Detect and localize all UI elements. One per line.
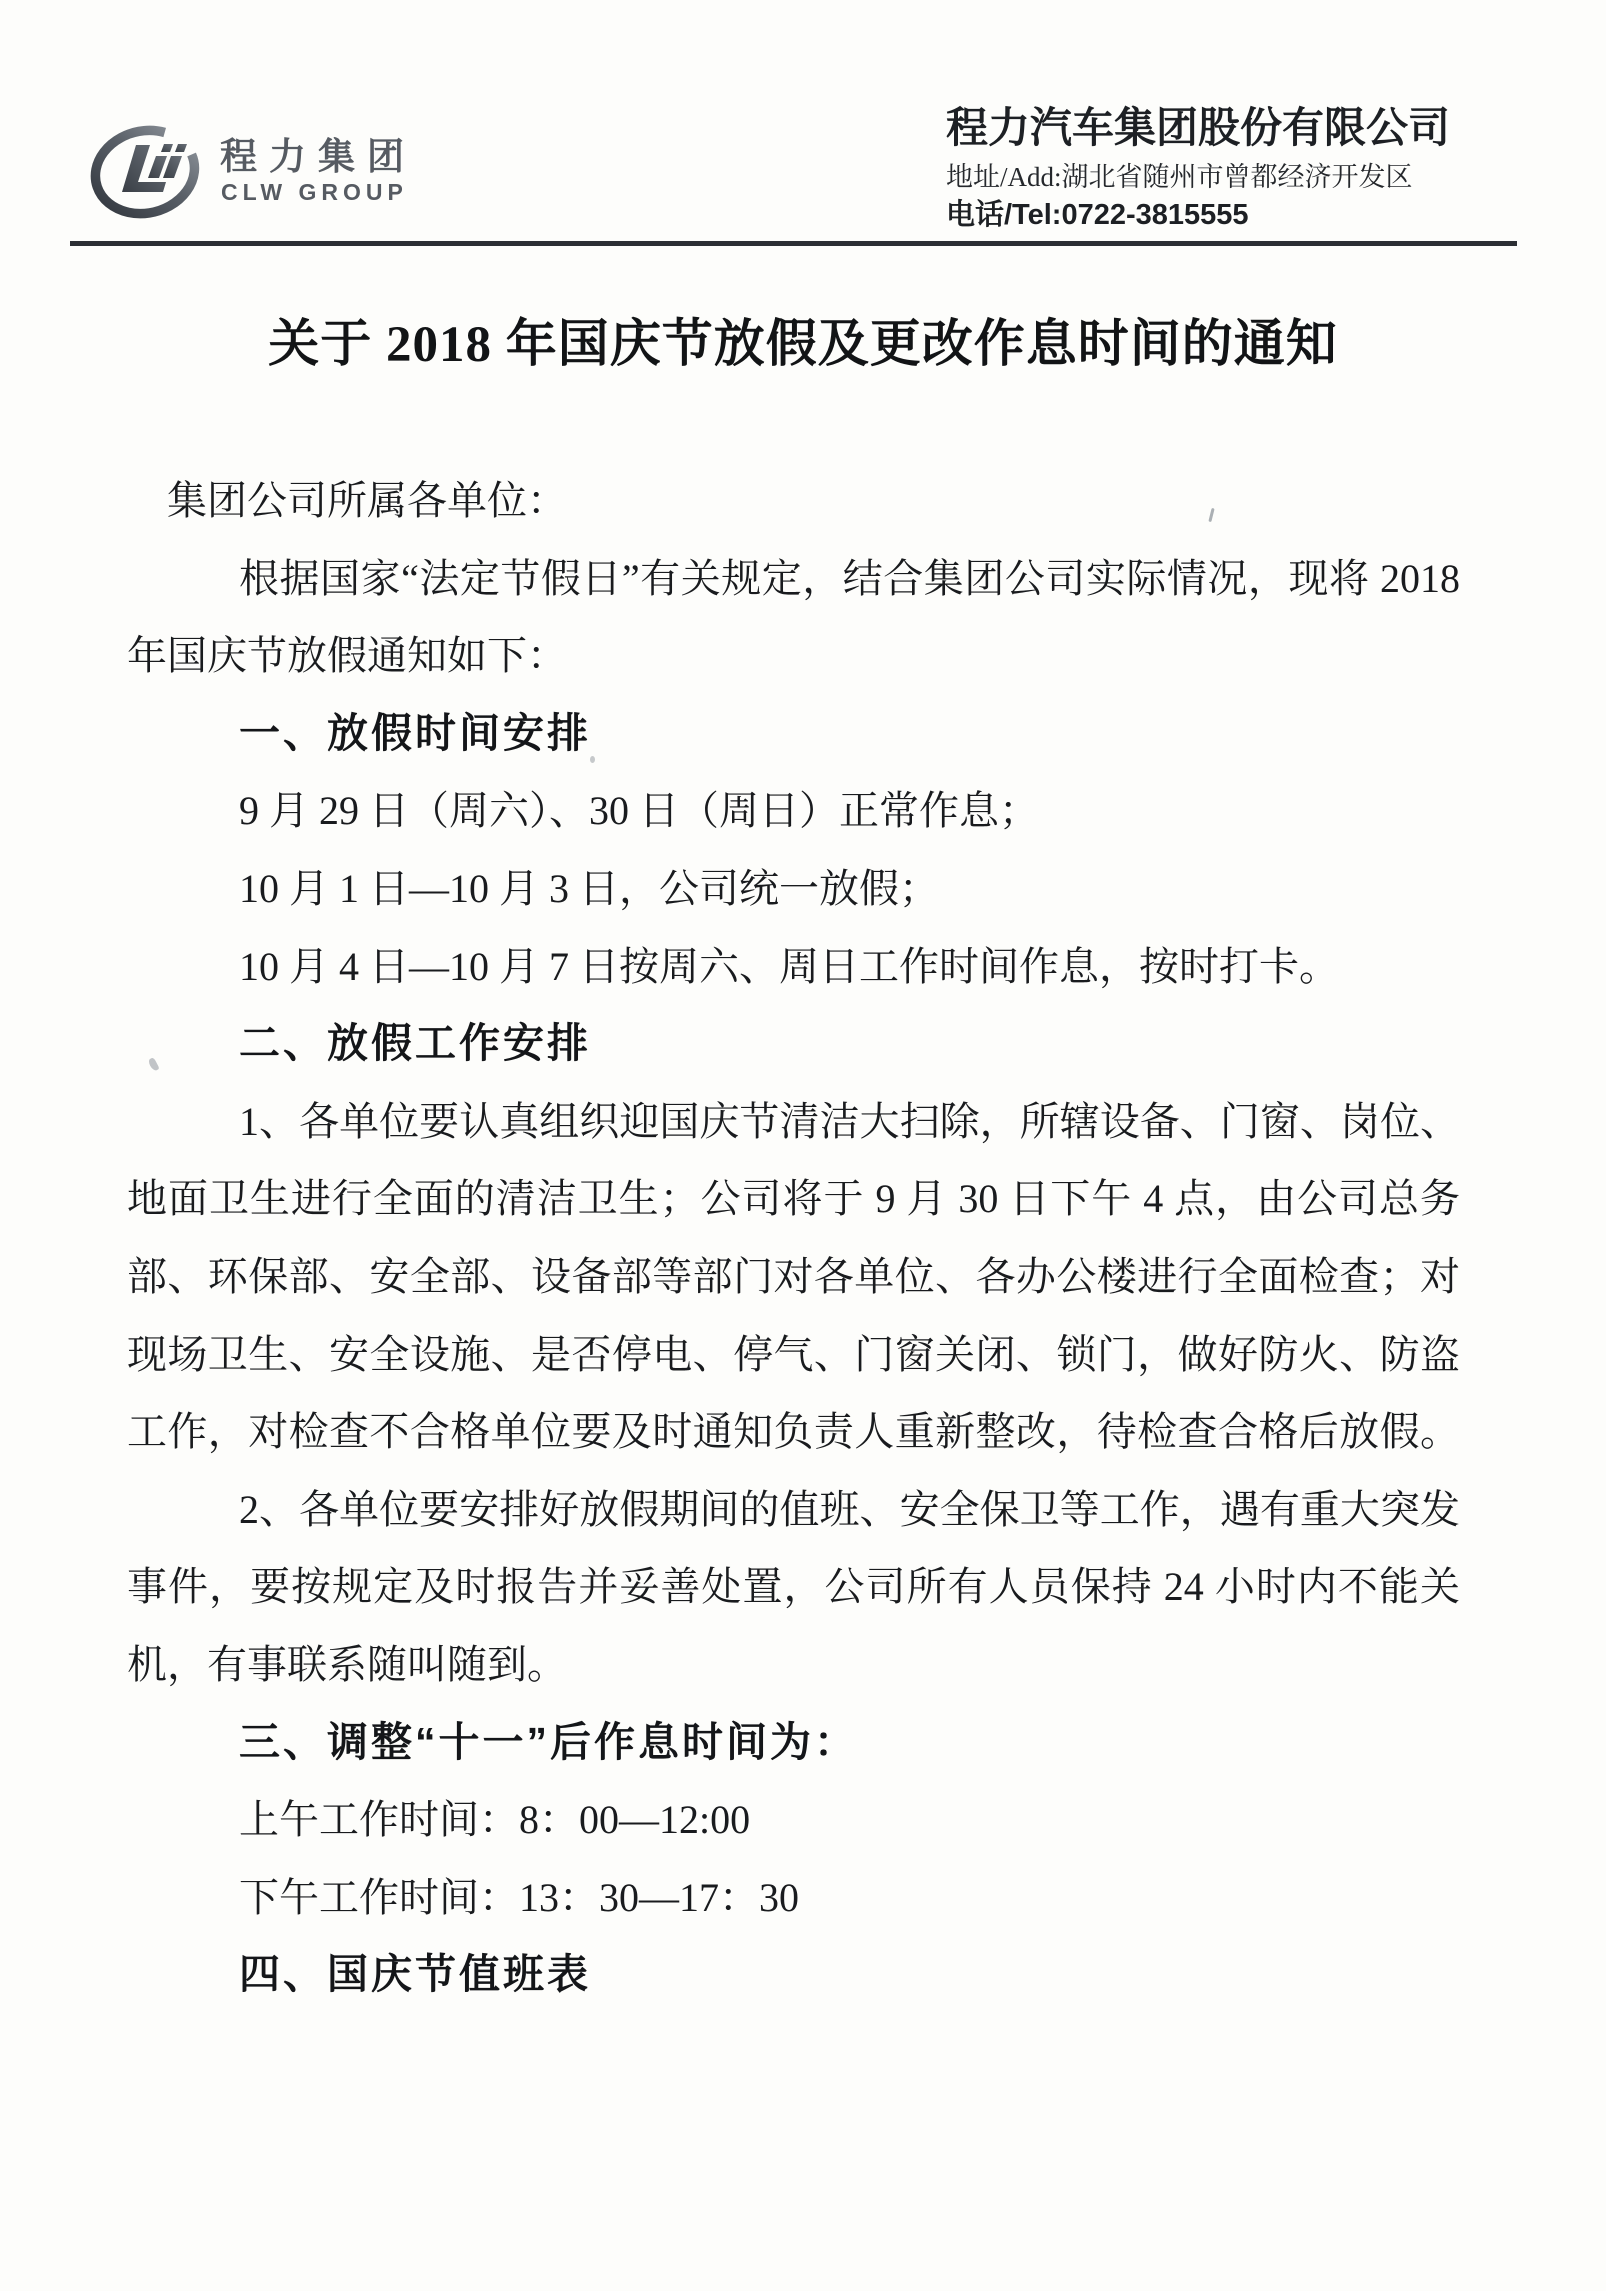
body-line: 事件，要按规定及时报告并妥善处置，公司所有人员保持 24 小时内不能关 bbox=[127, 1564, 1460, 1610]
salutation-line: 集团公司所属各单位： bbox=[167, 478, 567, 523]
body-line: 10 月 4 日—10 月 7 日按周六、周日工作时间作息，按时打卡。 bbox=[239, 943, 1339, 989]
header-divider bbox=[70, 241, 1517, 246]
body-line: 部、环保部、安全部、设备部等部门对各单位、各办公楼进行全面检查；对 bbox=[127, 1253, 1460, 1299]
body-line: 根据国家“法定节假日”有关规定，结合集团公司实际情况，现将 2018 bbox=[239, 555, 1460, 601]
notice-title: 关于 2018 年国庆节放假及更改作息时间的通知 bbox=[268, 317, 1338, 373]
body-line: 9 月 29 日（周六）、30 日（周日）正常作息； bbox=[239, 788, 1039, 834]
body-line: 10 月 1 日—10 月 3 日，公司统一放假； bbox=[239, 865, 939, 911]
body-line: 1、各单位要认真组织迎国庆节清洁大扫除，所辖设备、门窗、岗位、 bbox=[239, 1098, 1460, 1144]
body-line: 2、各单位要安排好放假期间的值班、安全保卫等工作，遇有重大突发 bbox=[239, 1486, 1460, 1532]
scan-speck bbox=[590, 756, 595, 763]
notice-body bbox=[127, 462, 1460, 2014]
body-line: 机，有事联系随叫随到。 bbox=[127, 1641, 567, 1687]
body-line: 现场卫生、安全设施、是否停电、停气、门窗关闭、锁门，做好防火、防盗 bbox=[127, 1331, 1460, 1377]
clw-logo-icon bbox=[82, 122, 212, 227]
body-line: 上午工作时间：8：00—12:00 bbox=[239, 1797, 751, 1843]
section-heading-3: 三、调整“十一”后作息时间为： bbox=[239, 1718, 858, 1765]
body-line: 工作，对检查不合格单位要及时通知负责人重新整改，待检查合格后放假。 bbox=[127, 1409, 1460, 1455]
body-line: 地面卫生进行全面的清洁卫生；公司将于 9 月 30 日下午 4 点，由公司总务 bbox=[127, 1176, 1460, 1222]
body-line: 年国庆节放假通知如下： bbox=[127, 633, 567, 679]
company-name: 程力汽车集团股份有限公司 bbox=[946, 104, 1451, 151]
section-heading-2: 二、放假工作安排 bbox=[239, 1020, 591, 1067]
section-heading-1: 一、放假时间安排 bbox=[239, 709, 591, 756]
logo-group-name-en: CLW GROUP bbox=[221, 179, 408, 205]
company-address: 地址/Add:湖北省随州市曾都经济开发区 bbox=[946, 162, 1413, 192]
company-phone: 电话/Tel:0722-3815555 bbox=[946, 199, 1249, 231]
body-line: 下午工作时间：13：30—17：30 bbox=[239, 1874, 799, 1920]
logo-company-short-name: 程力集团 bbox=[220, 136, 416, 177]
section-heading-4: 四、国庆节值班表 bbox=[239, 1951, 591, 1998]
letterhead-company-block bbox=[946, 104, 1546, 231]
